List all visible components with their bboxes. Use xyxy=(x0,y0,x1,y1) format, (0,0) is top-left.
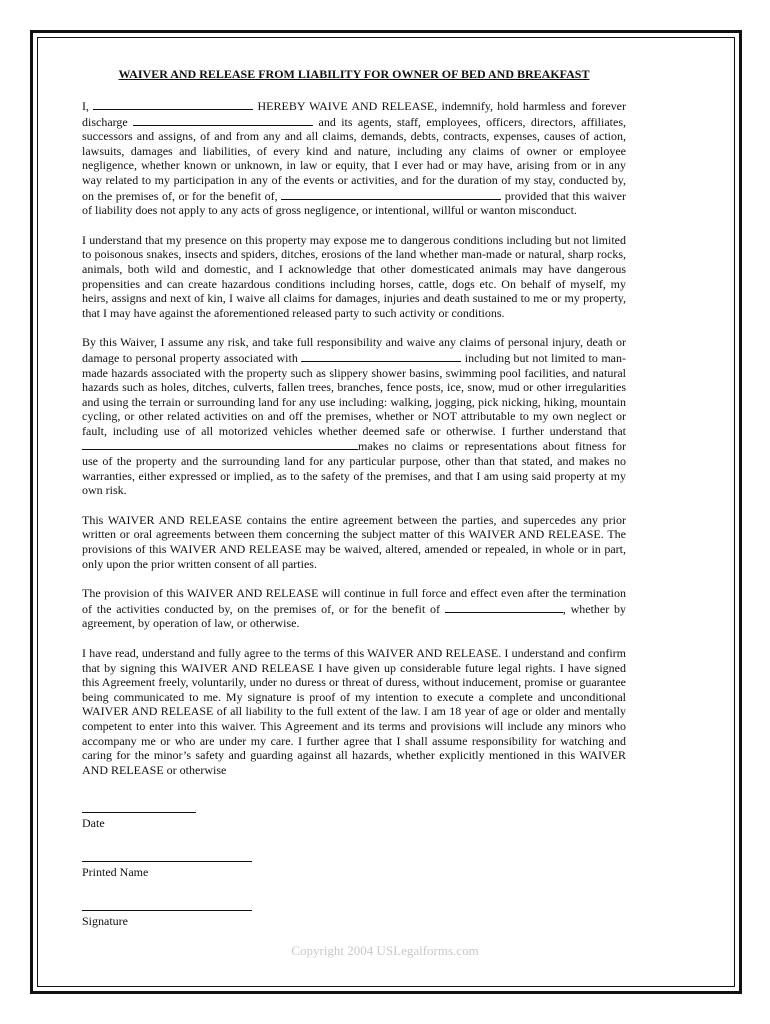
benefit-party-blank[interactable] xyxy=(281,188,501,200)
date-block xyxy=(82,792,626,831)
paragraph-release-part-a: I, xyxy=(82,99,89,113)
signature-section xyxy=(82,792,626,929)
activity-blank[interactable] xyxy=(301,350,461,362)
paragraph-provision xyxy=(82,586,626,631)
paragraph-release-part-d: provided that this waiver of liability does not apply to any acts of gross negligence, or intentional, willful or wanton misconduct. xyxy=(82,188,627,218)
printed-name-block xyxy=(82,845,626,880)
copyright-watermark: Copyright 2004 USLegalforms.com xyxy=(291,943,479,958)
printed-name-line[interactable] xyxy=(82,849,252,862)
paragraph-release-part-c: and its agents, staff, employees, officers, directors, affiliates, successors and assigns, of and from any and all claims, demands, debts, contracts, expenses, causes of action, lawsuits, damages and liabilities, of every kind and nature, including any claims of owner or employee negligence, whether known or unknown, in law or equity, that I ever had or may have, arising from or in any way related to my participation in any of the events or activities, and for the duration of my stay, conducted by, on the premises of, or for the benefit of, xyxy=(82,114,627,203)
owner-name-blank[interactable] xyxy=(82,438,358,450)
paragraph-assume-risk-part-b: including but not limited to man-made hazards associated with the property such as slippery shower basins, swimming pool facilities, and natural hazards such as holes, ditches, culverts, fallen trees, branches, fence posts, ice, snow, mud or other irregularities and using the terrain or surrounding land for any use including: walking, jogging, pick nicking, hiking, mountain cycling, or other related activities on and off the premises, whether or NOT attributable to my own neglect or fault, including use of all motorized vehicles whether deemed safe or otherwise. I further understand that xyxy=(82,350,627,438)
paragraph-provision-part-b: , whether by agreement, by operation of law, or otherwise. xyxy=(82,601,627,631)
released-party-blank[interactable] xyxy=(133,114,313,126)
date-line[interactable] xyxy=(82,800,196,813)
paragraph-dangerous-conditions: I understand that my presence on this property may expose me to dangerous conditions including but not limited to poisonous snakes, insects and spiders, ditches, erosions of the land whether man-made or natural, sharp rocks, animals, both wild and domestic, and I acknowledge that other domesticated animals may have dangerous propensities and can create hazardous conditions including horses, cattle, dogs etc. On behalf of myself, my heirs, assigns and next of kin, I waive all claims for damages, injuries and death sustained to me or my property, that I may have against the aforementioned released party to such activity or conditions. xyxy=(82,232,626,320)
document-body xyxy=(82,40,626,943)
paragraph-assume-risk-part-a: By this Waiver, I assume any risk, and take full responsibility and waive any claims of personal injury, death or damage to personal property associated with xyxy=(82,335,626,365)
signature-block xyxy=(82,894,626,929)
signature-line[interactable] xyxy=(82,898,252,911)
signature-label: Signature xyxy=(82,914,128,929)
paragraph-assume-risk-part-c: makes no claims or representations about fitness for use of the property and the surrounding land for any particular purpose, other than that stated, and makes no warranties, either expressed or implied, as to the safety of the premises, and that I am using said property at my own risk. xyxy=(82,439,626,498)
paragraph-release-part-b: HEREBY WAIVE AND RELEASE, indemnify, hold harmless and forever discharge xyxy=(82,99,626,129)
printed-name-label: Printed Name xyxy=(82,865,149,880)
paragraph-acknowledgement: I have read, understand and fully agree to the terms of this WAIVER AND RELEASE. I understand and confirm that by signing this WAIVER AND RELEASE I have given up considerable future legal rights. I have signed this Agreement freely, voluntarily, under no duress or threat of duress, without inducement, promise or guarantee being communicated to me. My signature is proof of my intention to execute a complete and unconditional WAIVER AND RELEASE of all liability to the full extent of the law. I am 18 year of age or older and mentally competent to enter into this waiver. This Agreement and its terms and provisions will include any minors who accompany me or who are under my care. I further agree that I shall assume responsibility for watching and caring for the minor’s safety and guarding against all hazards, whether explicitly mentioned in this WAIVER AND RELEASE or otherwise xyxy=(82,646,626,777)
date-label: Date xyxy=(82,816,105,831)
benefit-of-blank[interactable] xyxy=(445,601,563,613)
paragraph-entire-agreement: This WAIVER AND RELEASE contains the entire agreement between the parties, and supercedes any prior written or oral agreements between them concerning the subject matter of this WAIVER AND RELEASE. The provisions of this WAIVER AND RELEASE may be waived, altered, amended or repealed, in whole or in part, only upon the prior written consent of all parties. xyxy=(82,512,626,571)
document-title: WAIVER AND RELEASE FROM LIABILITY FOR OWNER OF BED AND BREAKFAST xyxy=(118,67,590,81)
releasor-name-blank[interactable] xyxy=(93,98,253,110)
paragraph-release xyxy=(82,98,626,218)
paragraph-assume-risk xyxy=(82,335,626,498)
paragraph-provision-part-a: The provision of this WAIVER AND RELEASE will continue in full force and effect even after the termination of the activities conducted by, on the premises of, or for the benefit of xyxy=(82,586,626,616)
